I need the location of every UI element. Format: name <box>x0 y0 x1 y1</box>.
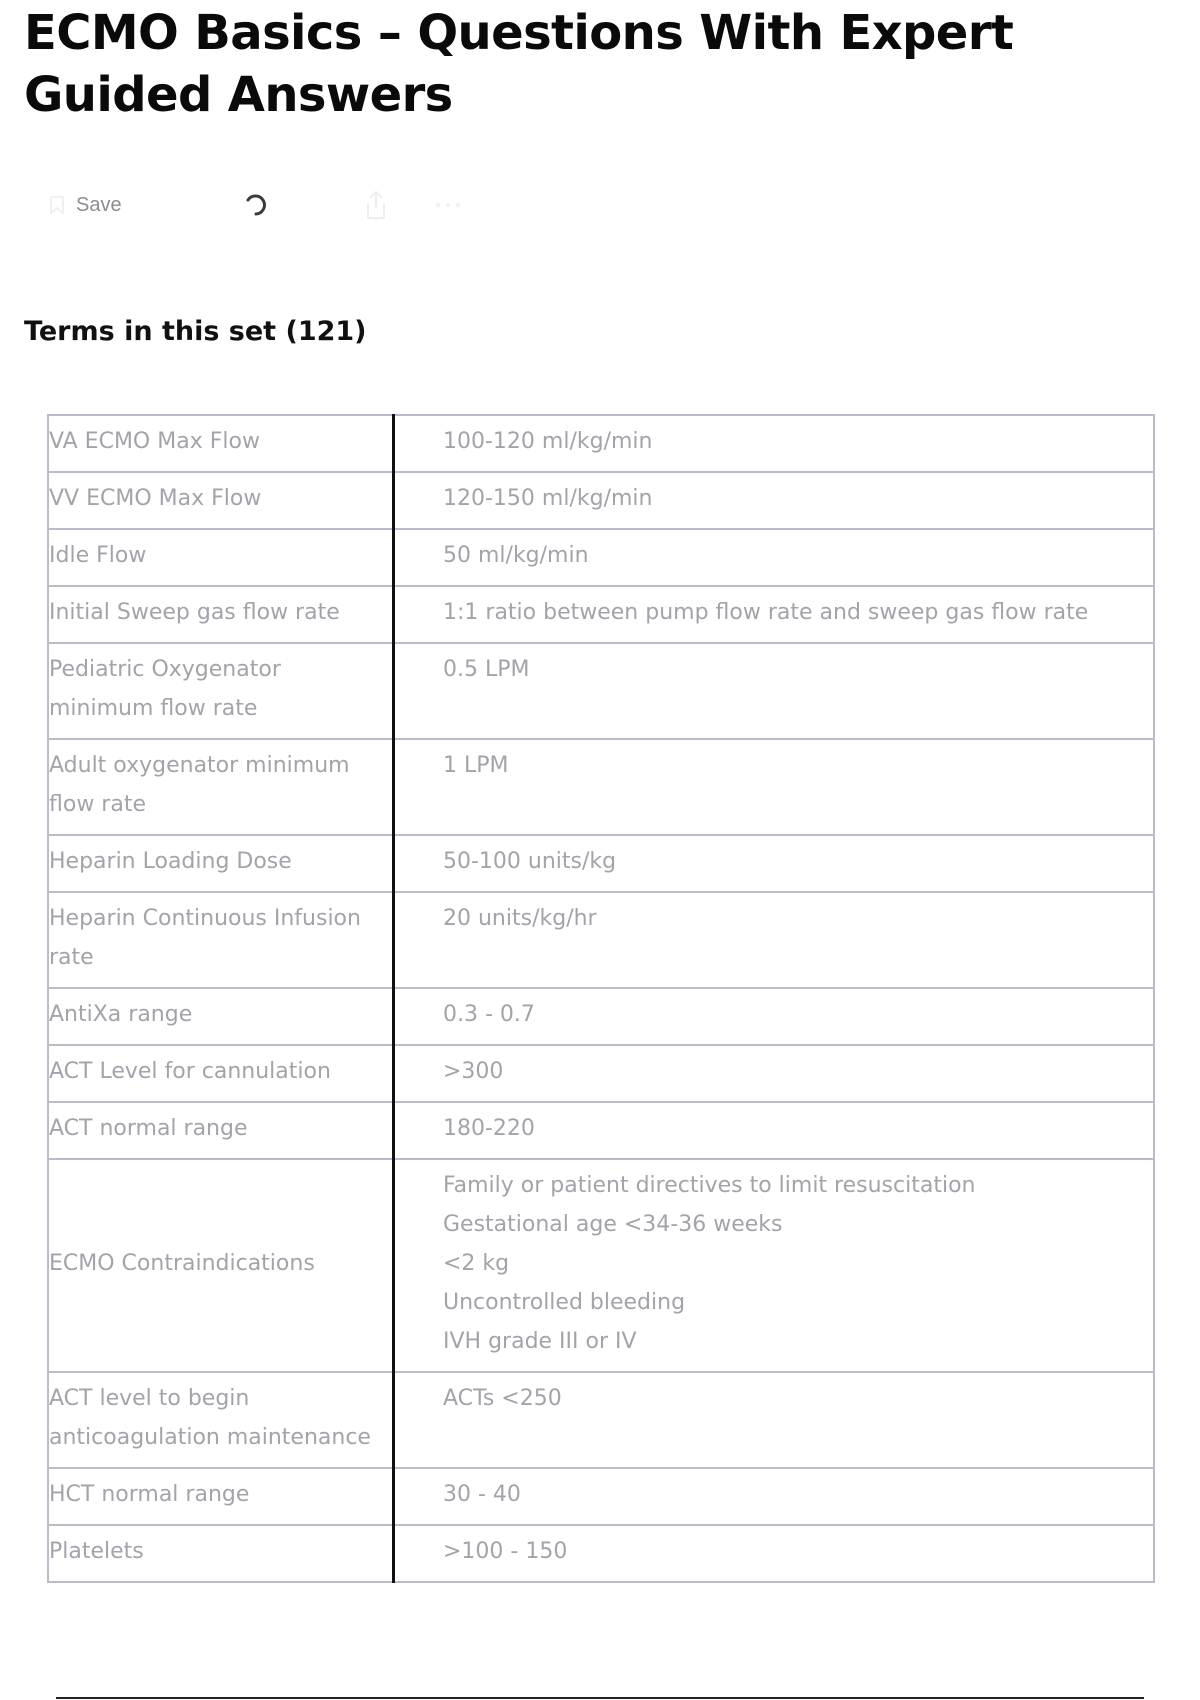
term-row <box>48 1525 1154 1582</box>
definition-line: 120-150 ml/kg/min <box>443 486 653 511</box>
term-cell: ACT normal range <box>48 1102 394 1159</box>
definition-cell <box>394 739 1155 835</box>
definition-line: 0.5 LPM <box>443 657 530 682</box>
definition-line: Family or patient directives to limit resuscitation <box>443 1173 976 1198</box>
term-row <box>48 472 1154 529</box>
term-cell: ACT level to begin anticoagulation maintenance <box>48 1372 394 1468</box>
definition-line: 50-100 units/kg <box>443 849 617 874</box>
term-row <box>48 529 1154 586</box>
toolbar <box>24 180 544 230</box>
definition-cell <box>394 988 1155 1045</box>
more-options-button[interactable] <box>434 180 462 230</box>
term-row <box>48 892 1154 988</box>
term-cell: ECMO Contraindications <box>48 1159 394 1372</box>
definition-line: <2 kg <box>443 1251 510 1276</box>
term-cell: Platelets <box>48 1525 394 1582</box>
share-button[interactable] <box>364 180 388 230</box>
term-row <box>48 415 1154 472</box>
save-label: Save <box>76 193 122 216</box>
definition-cell <box>394 1468 1155 1525</box>
definition-cell <box>394 1045 1155 1102</box>
term-row <box>48 835 1154 892</box>
term-cell: VV ECMO Max Flow <box>48 472 394 529</box>
bottom-divider <box>56 1697 1144 1699</box>
definition-line: 20 units/kg/hr <box>443 906 597 931</box>
term-cell: Pediatric Oxygenator minimum flow rate <box>48 643 394 739</box>
term-row <box>48 988 1154 1045</box>
definition-cell <box>394 643 1155 739</box>
definition-line: IVH grade III or IV <box>443 1329 637 1354</box>
definition-line: 180-220 <box>443 1116 535 1141</box>
term-row <box>48 586 1154 643</box>
term-cell: HCT normal range <box>48 1468 394 1525</box>
term-row <box>48 739 1154 835</box>
term-row <box>48 1159 1154 1372</box>
loading-spinner-icon <box>242 191 270 219</box>
term-row <box>48 1045 1154 1102</box>
definition-line: 50 ml/kg/min <box>443 543 589 568</box>
definition-cell <box>394 1525 1155 1582</box>
definition-cell <box>394 1372 1155 1468</box>
definition-cell <box>394 586 1155 643</box>
term-cell: Heparin Continuous Infusion rate <box>48 892 394 988</box>
definition-line: ACTs <250 <box>443 1386 562 1411</box>
page-title: ECMO Basics – Questions With Expert Guided Answers <box>24 5 1014 123</box>
definition-cell <box>394 1159 1155 1372</box>
definition-line: 1:1 ratio between pump flow rate and sweep gas flow rate <box>443 600 1089 625</box>
term-cell: ACT Level for cannulation <box>48 1045 394 1102</box>
term-row <box>48 1468 1154 1525</box>
definition-cell <box>394 472 1155 529</box>
bookmark-icon <box>50 196 64 214</box>
loading-spinner <box>242 180 270 230</box>
definition-cell <box>394 415 1155 472</box>
term-cell: VA ECMO Max Flow <box>48 415 394 472</box>
term-cell: AntiXa range <box>48 988 394 1045</box>
definition-line: >100 - 150 <box>443 1539 568 1564</box>
term-cell: Adult oxygenator minimum flow rate <box>48 739 394 835</box>
terms-heading: Terms in this set (121) <box>24 316 367 347</box>
term-cell: Initial Sweep gas flow rate <box>48 586 394 643</box>
term-cell: Idle Flow <box>48 529 394 586</box>
term-row <box>48 643 1154 739</box>
definition-line: >300 <box>443 1059 504 1084</box>
term-row <box>48 1102 1154 1159</box>
terms-table <box>47 414 1155 1583</box>
definition-cell <box>394 529 1155 586</box>
definition-line: Gestational age <34-36 weeks <box>443 1212 783 1237</box>
definition-line: 30 - 40 <box>443 1482 521 1507</box>
share-icon <box>364 190 388 220</box>
definition-line: 100-120 ml/kg/min <box>443 429 653 454</box>
definition-cell <box>394 1102 1155 1159</box>
definition-cell <box>394 892 1155 988</box>
term-cell: Heparin Loading Dose <box>48 835 394 892</box>
definition-line: Uncontrolled bleeding <box>443 1290 686 1315</box>
save-button[interactable] <box>50 180 122 230</box>
more-options-icon <box>434 200 462 210</box>
definition-line: 0.3 - 0.7 <box>443 1002 535 1027</box>
term-row <box>48 1372 1154 1468</box>
definition-line: 1 LPM <box>443 753 509 778</box>
definition-cell <box>394 835 1155 892</box>
